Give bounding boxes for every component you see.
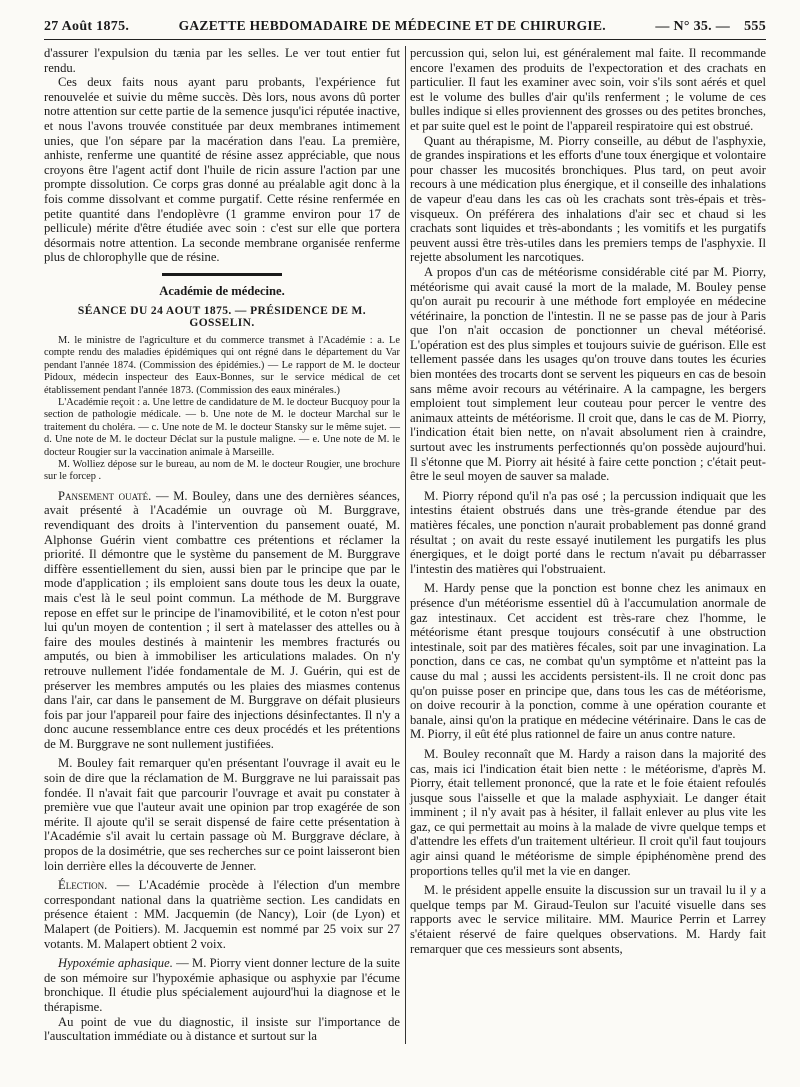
paragraph: M. Piorry répond qu'il n'a pas osé ; la percussion indiquait que les intestins étaient obstrués dans une très-grande étendue par des matières fécales, une ponction n'aurait probablement pas donné grand résultat ; on avait du reste essayé inutilement les purgatifs les plus énergiques, et le doigt porté dans le rectum n'avait pu débarrasser l'intestin des matières qui l'obstruaient. bbox=[410, 488, 766, 576]
paragraph bbox=[44, 489, 400, 752]
paragraph bbox=[44, 956, 400, 1014]
paragraph-body: — L'Académie procède à l'élection d'un membre correspondant national dans la quatrième section. Les candidats en présence étaient : MM. Jacquemin (de Nancy), Loir (de Lyon) et Malapert (de Poitiers). M. Jacquemin est nommé par 25 voix sur 27 votants. M. Malapert obtient 2 voix. bbox=[44, 878, 400, 951]
run-in-heading: Pansement ouaté. bbox=[58, 488, 152, 503]
page-number: 555 bbox=[744, 19, 766, 34]
paragraph: Ces deux faits nous ayant paru probants, l'expérience fut renouvelée et suivie du même succès. Dès lors, nous avons dû porter notre attention sur cette partie de la semence jusqu'ici réputée inactive, et nous l'avons trouvée constituée par deux membranes intimement unies, que l'on sépare par la macération dans l'eau. La première, anhiste, renferme une quantité de résine assez appréciable, que nous croyons être l'agent actif dont l'huile de ricin assure l'action par une prompte dissolution. Ce corps gras donné au préalable agit donc à la fois comme dissolvant et comme purgatif. Cette résine renfermée en petite quantité dans l'endoplèvre (1 gramme environ pour 17 de pellicule) mérite d'être étudiée avec soin : c'est sur elle que portera désormais notre attention. La seconde membrane organisée renferme plus de chlorophylle que de résine. bbox=[44, 75, 400, 265]
run-in-heading: Hypoxémie aphasique. bbox=[58, 956, 173, 971]
paragraph: d'assurer l'expulsion du tænia par les selles. Le ver tout entier fut rendu. bbox=[44, 46, 400, 75]
header-date: 27 Août 1875. bbox=[44, 19, 130, 34]
paragraph: Quant au thérapisme, M. Piorry conseille, au début de l'asphyxie, de grandes inspirations et les efforts d'une toux énergique et volontaire pour chasser les mucosités bronchiques. Plus tard, on peut avoir recours à une médication plus énergique, et il conseille des inhalations de vapeur d'eau dans les cas où les crachats sont très-épais et très-visqueux. On préférera des inhalations d'air sec et chaud si les crachats sont liquides et très-abondants ; les vomitifs et les purgatifs peuvent aussi être très-utiles dans les premiers temps de l'asphyxie. Il rejette absolument les narcotiques. bbox=[410, 133, 766, 265]
run-in-heading: Élection. bbox=[58, 878, 108, 893]
paragraph: A propos d'un cas de météorisme considérable cité par M. Piorry, météorisme qui avait causé la mort de la malade, M. Bouley pense qu'on aurait pu recourir à une méthode fort employée en médecine vétérinaire, la ponction de l'intestin. Il ne se passe pas de jour à Paris que l'on n'ait occasion de ponctionner un cheval météorisé. L'opération est des plus simples et toujours suivie de guérison. Elle est tellement passée dans les usages qu'on trouve dans toutes les écuries bien montées des trocarts dont se servent les piqueurs en cas de besoin sans même avoir recours au vétérinaire. A la campagne, les bergers emploient tout simplement leur couteau pour percer le ventre des animaux atteints de météorisme. Il croit que, dans le cas de M. Piorry, l'indication était bien nette, on n'avait absolument rien à craindre, surtout avec les instruments perfectionnés qu'on possède aujourd'hui. Il s'étonne que M. Piorry ait hésité à faire cette ponction ; c'était peut-être le seul moyen de sauver sa malade. bbox=[410, 264, 766, 484]
journal-title: GAZETTE HEBDOMADAIRE DE MÉDECINE ET DE CHIRURGIE. bbox=[178, 18, 606, 33]
two-columns bbox=[44, 46, 766, 1044]
left-column bbox=[44, 46, 400, 1044]
paragraph: M. Hardy pense que la ponction est bonne chez les animaux en présence d'un météorisme essentiel dû à l'accumulation anormale de gaz intestinaux. Cet accident est très-rare chez l'homme, le météorisme étant presque toujours consécutif à une obstruction intestinale, soit par des matières fécales, soit par une invagination. La ponction, dans ce cas, ne combat qu'un symptôme et n'atteint pas la cause du mal ; aussi les accidents persistent-ils. Il ne croit donc pas qu'on puisse poser en principe que, dans tous les cas de météorisme, on doive recourir à la ponction, comme à une opération courante et banale, ainsi qu'on la pratique en médecine vétérinaire. Dans le cas de M. Piorry, il eût été plus rationnel de faire un anus contre nature. bbox=[410, 581, 766, 742]
paragraph bbox=[44, 878, 400, 951]
section-title: Académie de médecine. bbox=[159, 283, 285, 298]
paragraph: L'Académie reçoit : a. Une lettre de candidature de M. le docteur Bucquoy pour la section de pathologie médicale. — b. Une note de M. le docteur Marchal sur le traitement du choléra. — c. Une note de M. le docteur Stansky sur le même sujet. — d. Une note de M. le docteur Déclat sur la pustule maligne. — e. Une note de M. le docteur Rougier sur la vaccination animale à Marseille. bbox=[44, 396, 400, 458]
paragraph: M. Bouley fait remarquer qu'en présentant l'ouvrage il avait eu le soin de dire que la réclamation de M. Burggrave ne lui paraissait pas fondée. Il n'avait fait que parcourir l'ouvrage et avait pu constater à première vue que l'auteur avait une opinion par trop exagérée de son mérite. Il ajoute qu'il se serait dispensé de faire cette présentation à l'Académie s'il avait lu certain passage où M. Burggrave déclare, à propos de la dosimétrie, que ses recherches sur ce point laisseront bien loin derrière elles la découverte de Jenner. bbox=[44, 756, 401, 873]
session-heading: SÉANCE DU 24 AOUT 1875. — PRÉSIDENCE DE M. GOSSELIN. bbox=[77, 304, 367, 329]
issue-number: — N° 35. — bbox=[655, 19, 731, 34]
paragraph: M. le ministre de l'agriculture et du commerce transmet à l'Académie : a. Le compte rendu des maladies épidémiques qui ont régné dans le département du Var pendant l'année 1874. (Commission des épidémies.) — Le rapport de M. le docteur Pidoux, médecin inspecteur des Eaux-Bonnes, sur le service médical de cet établissement pendant l'année 1873. (Commission des eaux minérales.) bbox=[44, 334, 400, 396]
paragraph-body: — M. Piorry vient donner lecture de la suite de son mémoire sur l'hypoxémie aphasique ou asphyxie par l'écume bronchique. Il étudie plus spécialement aujourd'hui la diagnose et le thérapisme. bbox=[44, 956, 400, 1014]
running-header bbox=[44, 4, 766, 40]
paragraph: M. le président appelle ensuite la discussion sur un travail lu il y a quelque temps par M. Giraud-Teulon sur l'acuité visuelle dans ses rapports avec le service militaire. MM. Maurice Perrin et Larrey s'étaient réservé de faire quelques observations. M. Hardy fait remarquer que ces messieurs sont absents, bbox=[410, 883, 766, 956]
paragraph: M. Wolliez dépose sur le bureau, au nom de M. le docteur Rougier, une brochure sur le forcep . bbox=[44, 458, 400, 483]
paragraph: Au point de vue du diagnostic, il insiste sur l'importance de l'auscultation immédiate ou à distance et surtout sur la bbox=[44, 1014, 400, 1044]
paragraph: M. Bouley reconnaît que M. Hardy a raison dans la majorité des cas, mais ici l'indication était bien nette : le météorisme, d'après M. Piorry, était tellement prononcé, que la rate et le foie étaient refoulés jusque sous l'aisselle et que la malade asphyxiait. Le danger était imminent ; il n'y avait pas à hésiter, il fallait enlever au plus vite les gaz, ce qui permettait au moins à la malade de vivre quelque temps et d'attendre les effets d'un traitement ultérieur. Il croit qu'il faut toujours agir ainsi quand le météorisme de simple épiphénomène prend des proportions telles qu'il met la vie en danger. bbox=[410, 746, 766, 878]
right-column bbox=[410, 46, 766, 1044]
paragraph-body: — M. Bouley, dans une des dernières séances, avait présenté à l'Académie un ouvrage où M. Burggrave, revendiquant des droits à l'intervention du pansement ouaté, M. Alphonse Guérin vient combattre ces prétentions et réclamer la priorité. Il démontre que le système du pansement de M. Burggrave diffère essentiellement du sien, aussi bien par le principe que par le mode d'application ; ils emploient sans doute tous les deux la ouate, mais c'est là le seul point commun. La méthode de M. Burggrave repose en effet sur le principe de l'inamovibilité, et le coton n'est pour lui qu'un moyen de contention ; il sert à matelasser des attelles ou à faire des moules destinés à maintenir les membres fracturés ou amputés, ou bien à immobiliser les articulations malades. On n'y retrouve nullement l'idée fondamentale de M. J. Guérin, qui est de préserver les membres amputés ou les plaies des miasmes contenus dans l'air, car dans le pansement de M. Burggrave on défait plusieurs fois par jour l'appareil pour faire des injections désinfectantes. Il n'y a donc aucune ressemblance entre ces deux procédés et les prétentions de M. Burggrave ne sont nullement justifiées. bbox=[44, 488, 401, 751]
column-rule bbox=[405, 46, 406, 1044]
correspondence-block bbox=[44, 335, 400, 484]
paragraph: percussion qui, selon lui, est généralement mal faite. Il recommande encore l'examen des produits de l'expectoration et des crachats en particulier. Il faut les examiner avec soin, voir s'ils sont aérés et quel est le volume des bulles d'air qu'ils renferment ; le volume de ces bulles indique si elles proviennent des grosses ou des petites bronches, et par suite quel est le point de l'appareil respiratoire qui est obstrué. bbox=[410, 46, 766, 133]
section-separator bbox=[162, 273, 282, 276]
